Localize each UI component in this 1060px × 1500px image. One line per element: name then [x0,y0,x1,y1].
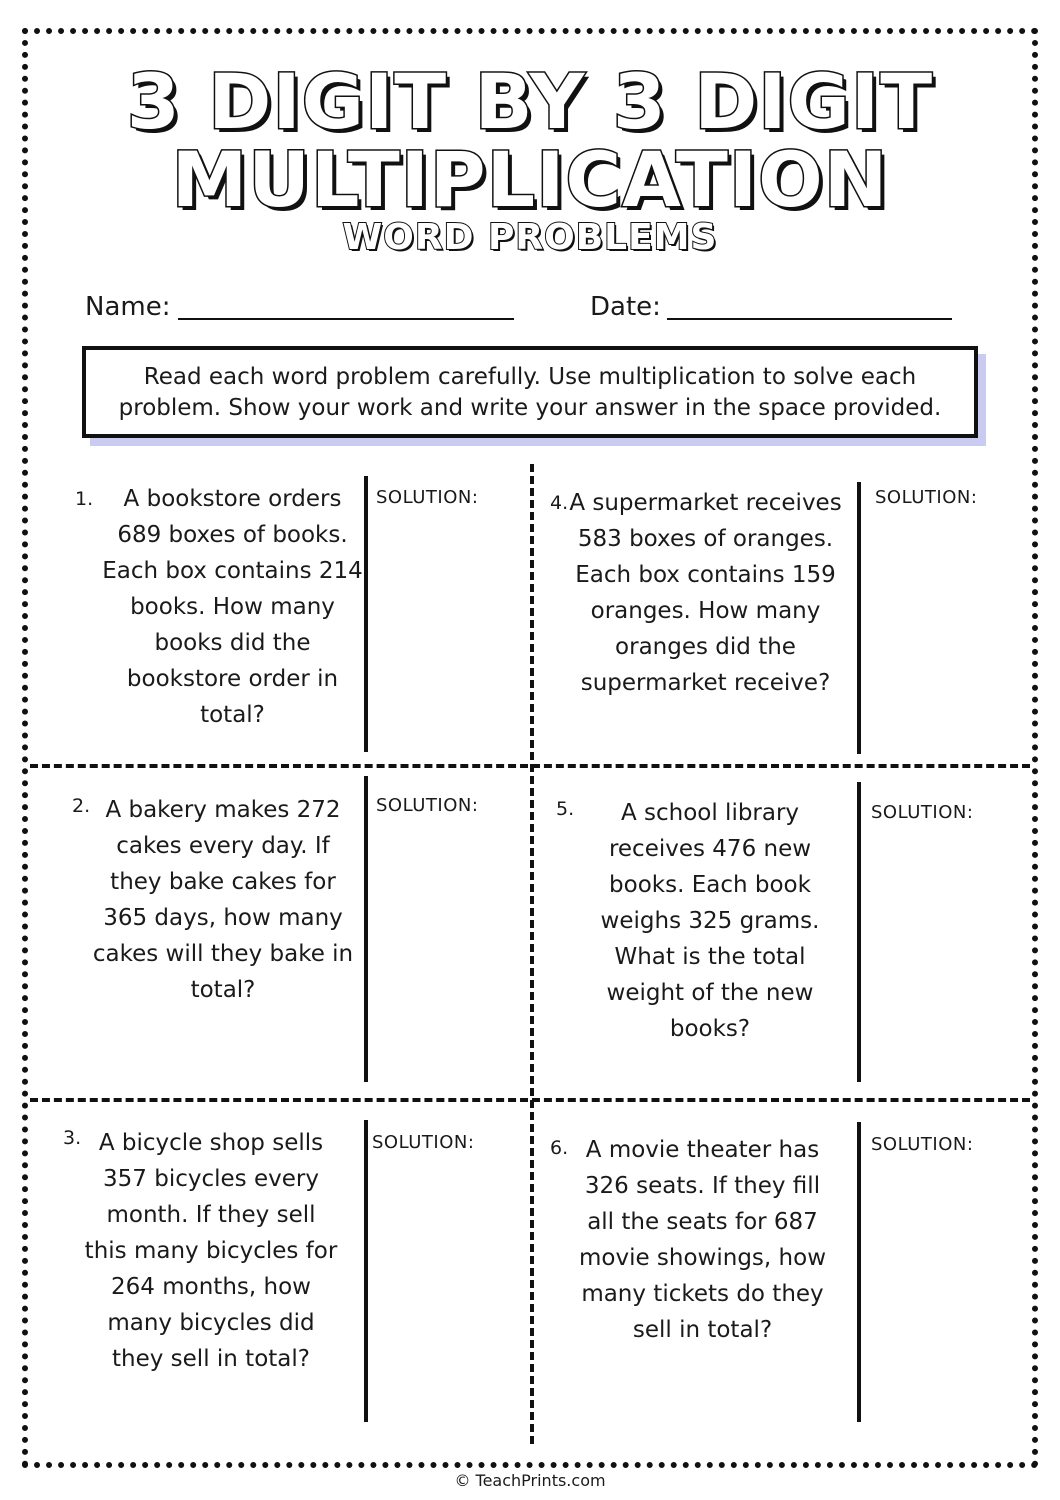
problem-text: A bakery makes 272 cakes every day. If they bake cakes for 365 days, how many cakes will they bake in total? [92,797,354,1003]
problem-number: 1. [75,488,94,510]
solution-area[interactable] [370,1160,520,1420]
solution-area[interactable] [370,822,520,1077]
problem-number: 3. [63,1127,82,1149]
worksheet-subtitle: WORD PROBLEMS [342,217,718,258]
instructions-box: Read each word problem carefully. Use multiplication to solve each problem. Show your work and write your answer in the space provided. [82,346,978,438]
problem-number: 5. [556,798,575,820]
solution-separator-6 [857,1122,861,1422]
solution-separator-5 [857,782,861,1082]
solution-separator-3 [364,1120,368,1422]
solution-label: SOLUTION: [875,487,978,508]
date-label: Date: [590,292,661,322]
solution-separator-2 [364,776,368,1082]
solution-label: SOLUTION: [372,1132,475,1153]
date-field[interactable] [667,318,952,320]
problem-number: 6. [550,1137,569,1159]
name-label: Name: [85,292,171,322]
solution-label: SOLUTION: [871,1134,974,1155]
problem-text: A bicycle shop sells 357 bicycles every month. If they sell this many bicycles for 264 months, how many bicycles did they sell in total? [84,1130,338,1372]
worksheet-title-line-2: MULTIPLICATION [171,135,889,224]
copyright-footer: © TeachPrints.com [454,1471,606,1490]
solution-area[interactable] [866,515,1016,750]
problem-text: A bookstore orders 689 boxes of books. Each box contains 214 books. How many books did the bookstore order in total? [102,486,363,728]
solution-label: SOLUTION: [871,802,974,823]
solution-label: SOLUTION: [376,795,479,816]
solution-area[interactable] [866,1162,1016,1420]
column-divider [530,464,534,1444]
problem-text: A school library receives 476 new books. Each book weighs 325 grams. What is the total weight of the new books? [600,800,820,1042]
worksheet-title-line-1: 3 DIGIT BY 3 DIGIT [126,57,934,146]
problem-text: A supermarket receives 583 boxes of oranges. Each box contains 159 oranges. How many oranges did the supermarket receive? [569,490,842,696]
problem-text: A movie theater has 326 seats. If they fill all the seats for 687 movie showings, how many tickets do they sell in total? [578,1137,826,1343]
problem-number: 2. [72,795,91,817]
solution-label: SOLUTION: [376,487,479,508]
solution-separator-4 [857,482,861,754]
problem-number: 4. [550,492,569,514]
name-field[interactable] [178,318,514,320]
solution-area[interactable] [370,515,520,750]
solution-area[interactable] [866,830,1016,1080]
